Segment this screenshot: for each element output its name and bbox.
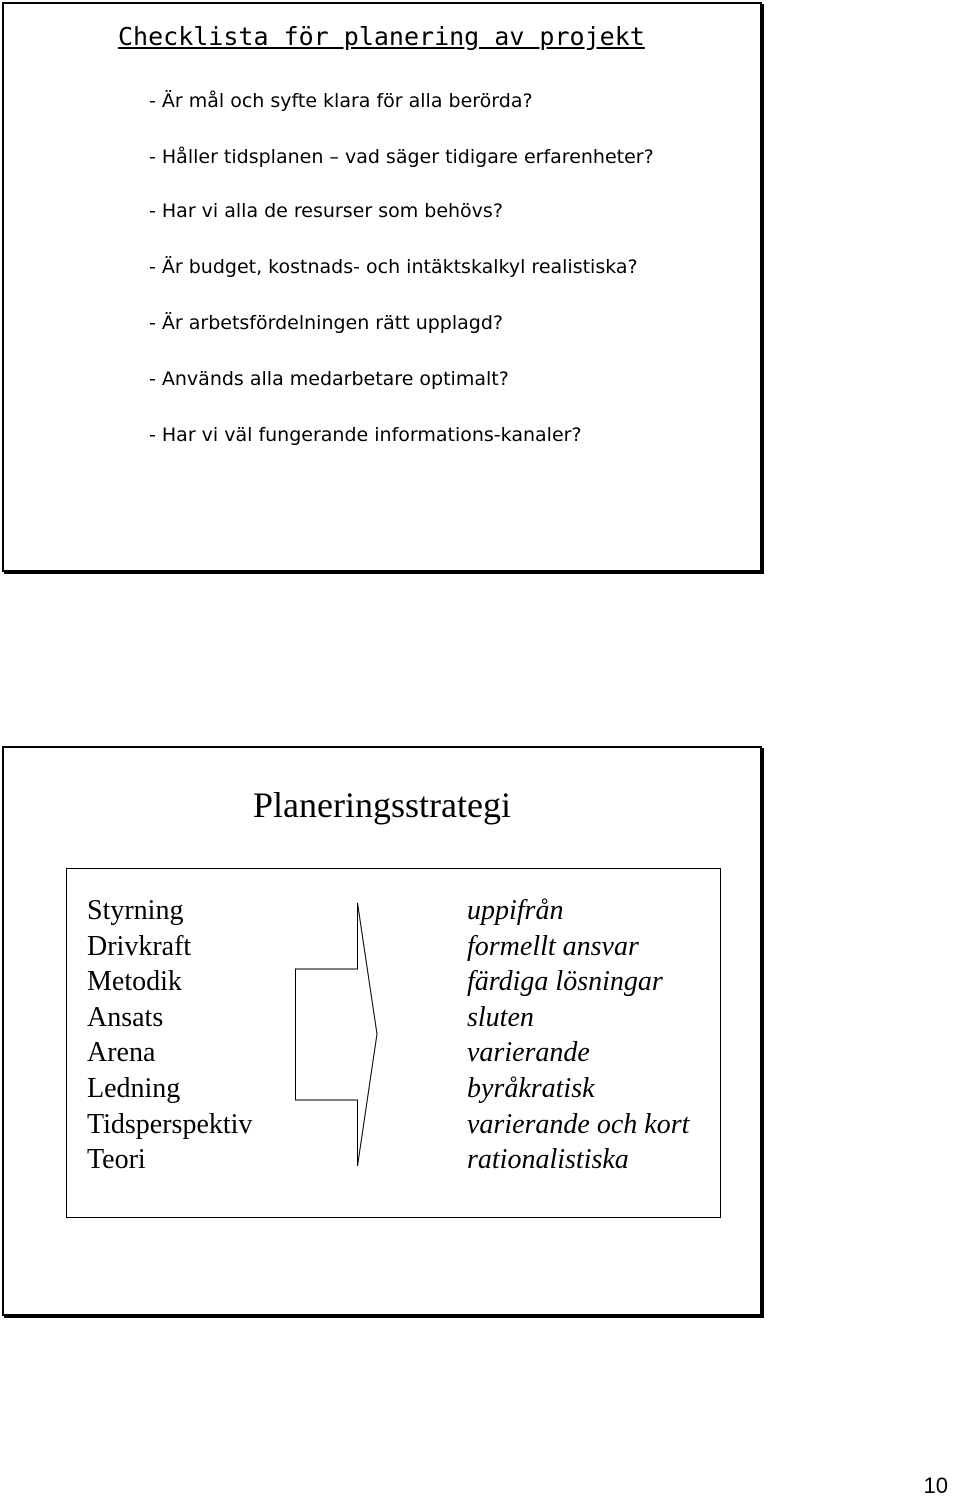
checklist-item: - Har vi väl fungerande informations-kanaler? — [149, 424, 582, 446]
checklist-item: - Håller tidsplanen – vad säger tidigare erfarenheter? — [149, 146, 654, 168]
value-label: varierande och kort — [467, 1108, 690, 1140]
slide-title: Checklista för planering av projekt — [118, 22, 645, 51]
checklist-item: - Används alla medarbetare optimalt? — [149, 368, 509, 390]
value-label: färdiga lösningar — [467, 966, 663, 998]
slide-checklist — [2, 2, 762, 572]
value-label: byråkratisk — [467, 1072, 595, 1104]
value-label: formellt ansvar — [467, 930, 639, 962]
slide-planning-strategy — [2, 746, 762, 1316]
aspect-label: Tidsperspektiv — [87, 1108, 253, 1140]
strategy-box — [66, 868, 721, 1218]
slide-title: Planeringsstrategi — [253, 785, 511, 825]
checklist-item: - Har vi alla de resurser som behövs? — [149, 200, 503, 222]
aspect-label: Teori — [87, 1144, 146, 1176]
aspect-label: Styrning — [87, 895, 184, 926]
aspect-label: Ansats — [87, 1001, 164, 1033]
checklist — [149, 87, 749, 477]
page-number: 10 — [923, 1473, 948, 1498]
aspect-label: Arena — [87, 1037, 156, 1069]
value-label: sluten — [467, 1001, 534, 1033]
value-label: uppifrån — [467, 895, 564, 926]
value-column — [467, 893, 689, 1178]
aspect-column — [87, 893, 252, 1178]
aspect-label: Drivkraft — [87, 930, 192, 962]
checklist-item: - Är mål och syfte klara för alla berörda? — [149, 90, 533, 112]
arrow-right-icon — [295, 902, 385, 1167]
checklist-item: - Är budget, kostnads- och intäktskalkyl realistiska? — [149, 256, 638, 278]
aspect-label: Ledning — [87, 1072, 181, 1104]
aspect-label: Metodik — [87, 966, 182, 998]
value-label: rationalistiska — [467, 1144, 629, 1176]
checklist-item: - Är arbetsfördelningen rätt upplagd? — [149, 312, 503, 334]
value-label: varierande — [467, 1037, 590, 1069]
